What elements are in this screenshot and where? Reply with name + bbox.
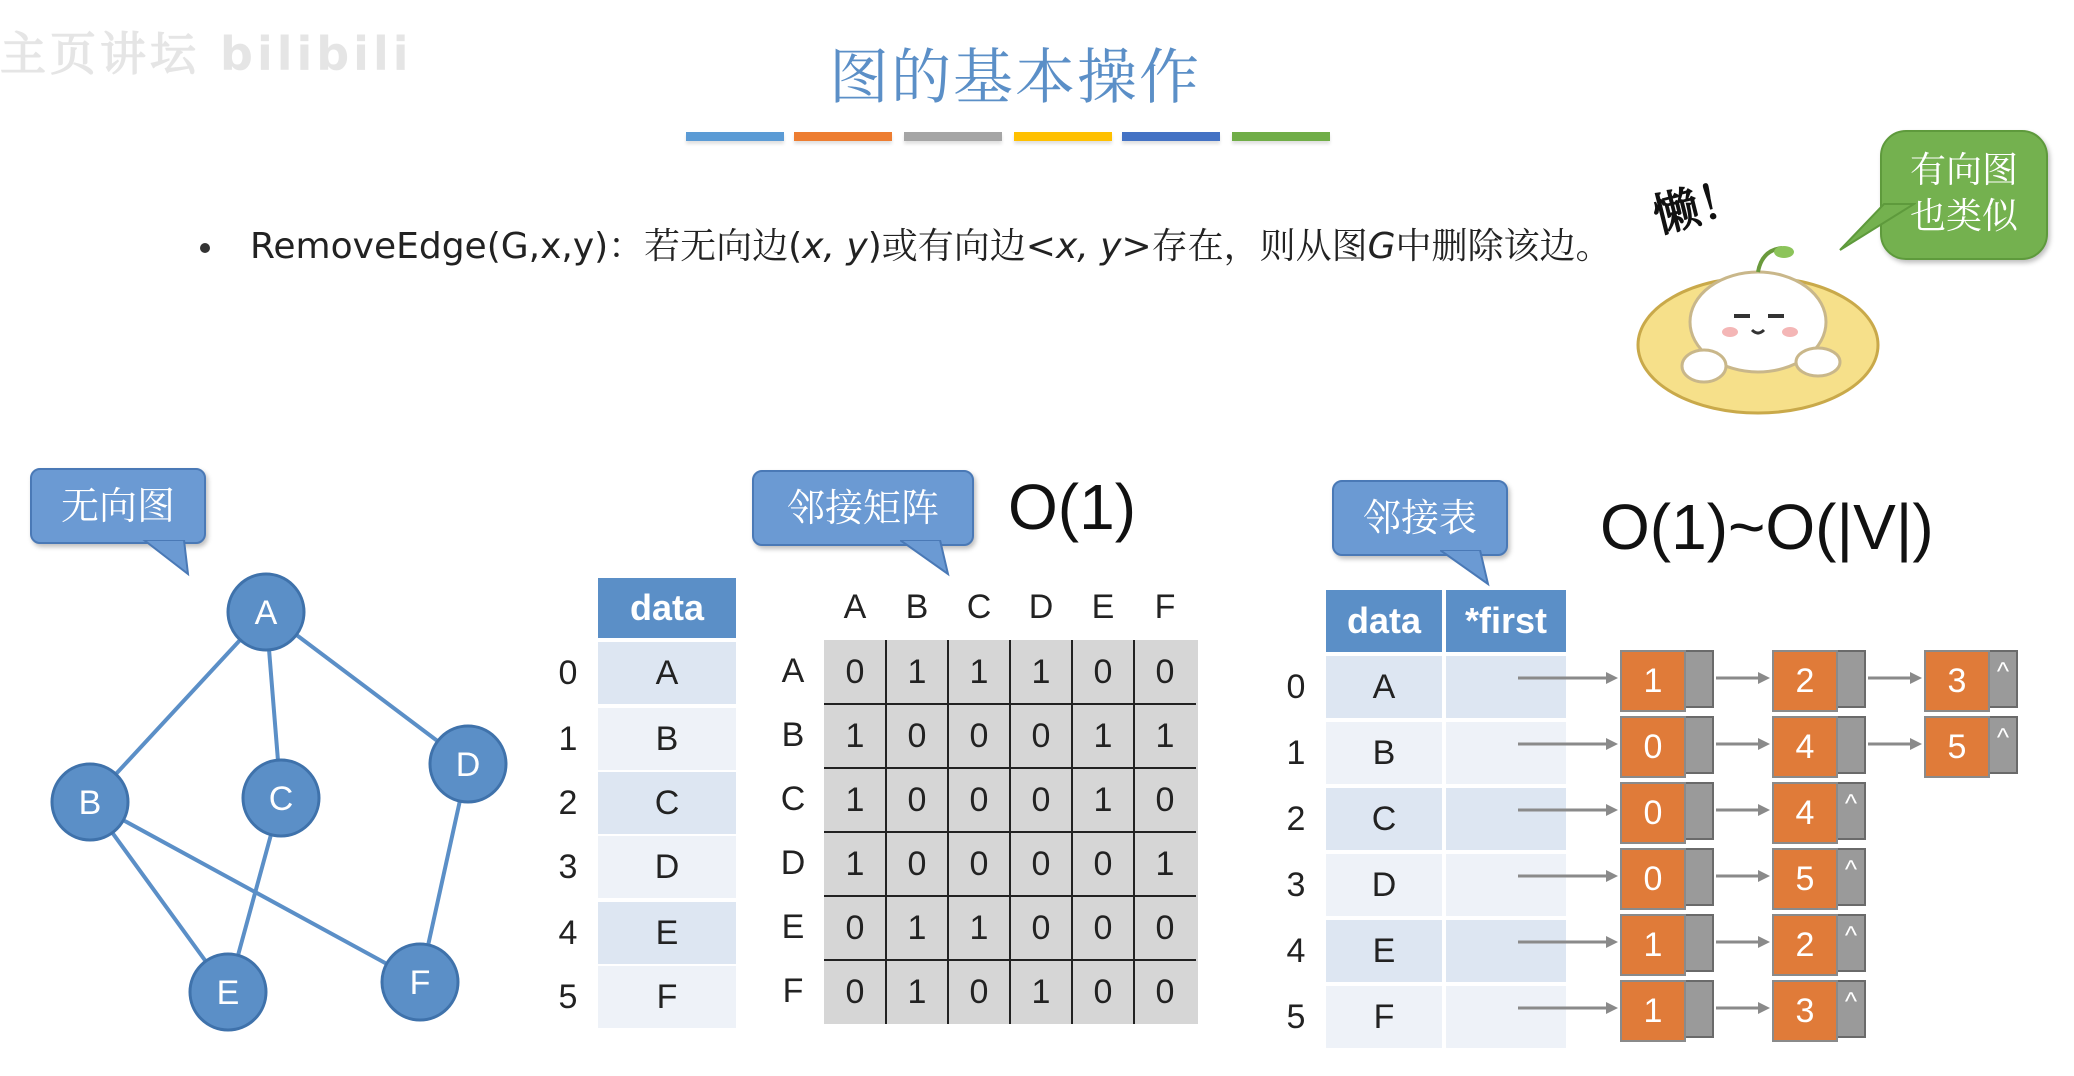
mascot-exclaim-label: 懒！	[1647, 168, 1750, 244]
adj-data-cell: A	[1326, 656, 1442, 718]
graph-node-label: E	[216, 974, 240, 1012]
desc-text: 若无向边(	[644, 226, 803, 267]
arc-node	[1772, 716, 1866, 778]
arc-node-vertex: 0	[1620, 782, 1686, 844]
arc-node	[1620, 980, 1714, 1042]
matrix-row-label: C	[780, 780, 806, 818]
callout-undirected-graph: 无向图	[30, 468, 206, 544]
desc-var: G	[1367, 226, 1396, 267]
graph-node-label: F	[409, 964, 431, 1002]
adj-first-cell	[1446, 986, 1566, 1048]
matrix-cell: 0	[1031, 716, 1051, 755]
arc-node-next: ^	[1990, 650, 2018, 708]
color-bar-segment	[904, 132, 1002, 141]
callout-adjacency-list: 邻接表	[1332, 480, 1508, 556]
graph-node-e	[190, 954, 266, 1030]
vertex-table-header: data	[598, 578, 736, 638]
matrix-row-label: E	[781, 908, 805, 946]
adj-first-cell	[1446, 722, 1566, 784]
adj-data-cell: B	[1326, 722, 1442, 784]
function-signature: RemoveEdge(G,x,y)：	[250, 226, 645, 267]
matrix-cell: 1	[1031, 972, 1051, 1011]
matrix-row-label: D	[780, 844, 806, 882]
matrix-col-label: D	[1028, 588, 1054, 626]
pointer-arrow	[1716, 738, 1770, 750]
graph-node-label: B	[78, 784, 102, 822]
matrix-cell: 0	[1155, 780, 1175, 819]
matrix-cell: 1	[907, 652, 927, 691]
graph-node-b	[52, 764, 128, 840]
matrix-grid-line	[824, 767, 1196, 769]
arc-node	[1924, 650, 2018, 712]
adj-index: 5	[1286, 997, 1306, 1036]
matrix-grid-line	[824, 895, 1196, 897]
arc-node-vertex: 4	[1772, 782, 1838, 844]
matrix-cell: 1	[845, 844, 865, 883]
color-bar-segment	[1122, 132, 1220, 141]
vertex-data-cell: E	[598, 902, 736, 964]
vertex-index: 4	[558, 913, 578, 952]
adj-data-cell: E	[1326, 920, 1442, 982]
callout-directed-line-1: 有向图	[1909, 150, 2018, 191]
graph-node-d	[430, 726, 506, 802]
vertex-data-cell: C	[598, 772, 736, 834]
matrix-row-label: A	[781, 652, 805, 690]
matrix-cell: 0	[1031, 780, 1051, 819]
matrix-cell: 0	[907, 844, 927, 883]
graph-node-label: C	[268, 780, 294, 818]
adj-first-cell	[1446, 788, 1566, 850]
matrix-cell: 0	[1031, 844, 1051, 883]
vertex-index: 5	[558, 977, 578, 1016]
arc-node-vertex: 2	[1772, 650, 1838, 712]
matrix-cell: 1	[907, 908, 927, 947]
matrix-cell: 1	[1093, 780, 1113, 819]
adj-data-cell: C	[1326, 788, 1442, 850]
matrix-cell: 0	[907, 780, 927, 819]
arc-node-vertex: 0	[1620, 716, 1686, 778]
matrix-row-label: B	[781, 716, 805, 754]
arc-node-next	[1686, 914, 1714, 972]
arc-node	[1772, 848, 1866, 910]
arc-node	[1620, 848, 1714, 910]
adj-list-header-data: data	[1326, 590, 1442, 652]
matrix-col-label: B	[905, 588, 929, 626]
desc-text: 中删除该边。	[1395, 226, 1612, 267]
matrix-cell: 0	[1031, 908, 1051, 947]
vertex-data-cell: B	[598, 708, 736, 770]
arc-node-next	[1686, 716, 1714, 774]
arc-node-next	[1686, 650, 1714, 708]
vertex-data-cell: D	[598, 836, 736, 898]
matrix-cell: 0	[1093, 908, 1113, 947]
arc-node-next: ^	[1838, 914, 1866, 972]
desc-var: x, y	[802, 226, 868, 267]
matrix-col-label: C	[966, 588, 992, 626]
matrix-cell: 0	[969, 716, 989, 755]
page-title: 图的基本操作	[829, 43, 1201, 113]
matrix-cell: 1	[969, 652, 989, 691]
matrix-grid-line	[824, 831, 1196, 833]
arc-node	[1772, 914, 1866, 976]
adj-index: 4	[1286, 931, 1306, 970]
pointer-arrow	[1716, 1002, 1770, 1014]
adj-list-header-first: *first	[1446, 590, 1566, 652]
arc-node-next	[1838, 716, 1866, 774]
arc-node-vertex: 4	[1772, 716, 1838, 778]
pointer-arrow	[1868, 738, 1922, 750]
arc-node-vertex: 3	[1924, 650, 1990, 712]
arc-node-next: ^	[1838, 848, 1866, 906]
arc-node	[1772, 980, 1866, 1042]
arc-node-next: ^	[1838, 782, 1866, 840]
adj-index: 3	[1286, 865, 1306, 904]
callout-directed-pointer	[1836, 200, 1916, 260]
color-bar-segment	[1014, 132, 1112, 141]
matrix-cell: 1	[1155, 716, 1175, 755]
arc-node	[1620, 716, 1714, 778]
desc-text: )或有向边<	[867, 226, 1056, 267]
matrix-row-label: F	[782, 972, 804, 1010]
list-complexity: O(1)~O(|V|)	[1600, 491, 1934, 563]
matrix-cell: 0	[845, 908, 865, 947]
callout-list-pointer	[1440, 550, 1500, 590]
matrix-cell: 0	[969, 780, 989, 819]
arc-node-vertex: 1	[1620, 914, 1686, 976]
adj-index: 0	[1286, 667, 1306, 706]
remove-edge-description	[200, 218, 1612, 269]
arc-node-vertex: 1	[1620, 980, 1686, 1042]
watermark: 主页讲坛 bilibili	[0, 27, 413, 81]
adj-index: 2	[1286, 799, 1306, 838]
color-bar-segment	[1232, 132, 1330, 141]
matrix-cell: 0	[1155, 972, 1175, 1011]
graph-node-f	[382, 944, 458, 1020]
pointer-arrow	[1716, 672, 1770, 684]
pointer-arrow	[1716, 936, 1770, 948]
matrix-grid-line	[824, 703, 1196, 705]
matrix-col-label: F	[1154, 588, 1176, 626]
matrix-cell: 0	[1093, 844, 1113, 883]
arc-node	[1620, 914, 1714, 976]
graph-node-a	[228, 574, 304, 650]
matrix-cell: 1	[1155, 844, 1175, 883]
vertex-data-cell: F	[598, 966, 736, 1028]
matrix-cell: 0	[1093, 972, 1113, 1011]
graph-node-c	[243, 760, 319, 836]
vertex-index: 3	[558, 847, 578, 886]
arc-node	[1772, 650, 1866, 712]
pointer-arrow	[1716, 870, 1770, 882]
adj-first-cell	[1446, 920, 1566, 982]
matrix-cell: 1	[1031, 652, 1051, 691]
arc-node	[1620, 782, 1714, 844]
pointer-arrow	[1716, 804, 1770, 816]
matrix-cell: 0	[1155, 908, 1175, 947]
matrix-cell: 0	[845, 972, 865, 1011]
adj-data-cell: F	[1326, 986, 1442, 1048]
undirected-graph	[40, 560, 560, 1060]
matrix-col-label: A	[843, 588, 867, 626]
vertex-index: 1	[558, 719, 578, 758]
matrix-cell: 0	[1093, 652, 1113, 691]
arc-node-next	[1686, 980, 1714, 1038]
arc-node-next	[1686, 782, 1714, 840]
arc-node-vertex: 0	[1620, 848, 1686, 910]
matrix-cell: 0	[969, 972, 989, 1011]
adj-data-cell: D	[1326, 854, 1442, 916]
desc-text: >存在，则从图	[1121, 226, 1368, 267]
vertex-index: 2	[558, 783, 578, 822]
arc-node-vertex: 3	[1772, 980, 1838, 1042]
color-bar-segment	[686, 132, 784, 141]
adj-first-cell	[1446, 656, 1566, 718]
arc-node-next	[1686, 848, 1714, 906]
graph-node-label: D	[455, 746, 481, 784]
matrix-col-label: E	[1091, 588, 1115, 626]
matrix-cell: 0	[1155, 652, 1175, 691]
matrix-grid-line	[824, 959, 1196, 961]
arc-node-vertex: 5	[1772, 848, 1838, 910]
vertex-data-cell: A	[598, 642, 736, 704]
matrix-cell: 1	[1093, 716, 1113, 755]
adj-index: 1	[1286, 733, 1306, 772]
color-bar-segment	[794, 132, 892, 141]
arc-node-vertex: 5	[1924, 716, 1990, 778]
arc-node	[1772, 782, 1866, 844]
bullet-icon	[200, 243, 210, 253]
matrix-cell: 1	[845, 780, 865, 819]
arc-node	[1620, 650, 1714, 712]
arc-node	[1924, 716, 2018, 778]
adjacency-matrix	[824, 640, 1198, 1024]
graph-node-label: A	[254, 594, 278, 632]
adj-first-cell	[1446, 854, 1566, 916]
callout-adjacency-matrix: 邻接矩阵	[752, 470, 974, 546]
arc-node-next: ^	[1990, 716, 2018, 774]
pointer-arrow	[1868, 672, 1922, 684]
callout-directed-line-2: 也类似	[1909, 196, 2018, 237]
arc-node-next	[1838, 650, 1866, 708]
callout-matrix-pointer	[900, 540, 960, 580]
matrix-cell: 0	[969, 844, 989, 883]
matrix-cell: 1	[907, 972, 927, 1011]
matrix-cell: 1	[969, 908, 989, 947]
desc-var: x, y	[1055, 226, 1122, 267]
matrix-cell: 0	[907, 716, 927, 755]
matrix-cell: 1	[845, 716, 865, 755]
matrix-cell: 0	[845, 652, 865, 691]
matrix-complexity: O(1)	[1008, 471, 1136, 543]
arc-node-vertex: 1	[1620, 650, 1686, 712]
arc-node-next: ^	[1838, 980, 1866, 1038]
vertex-index: 0	[558, 653, 578, 692]
arc-node-vertex: 2	[1772, 914, 1838, 976]
